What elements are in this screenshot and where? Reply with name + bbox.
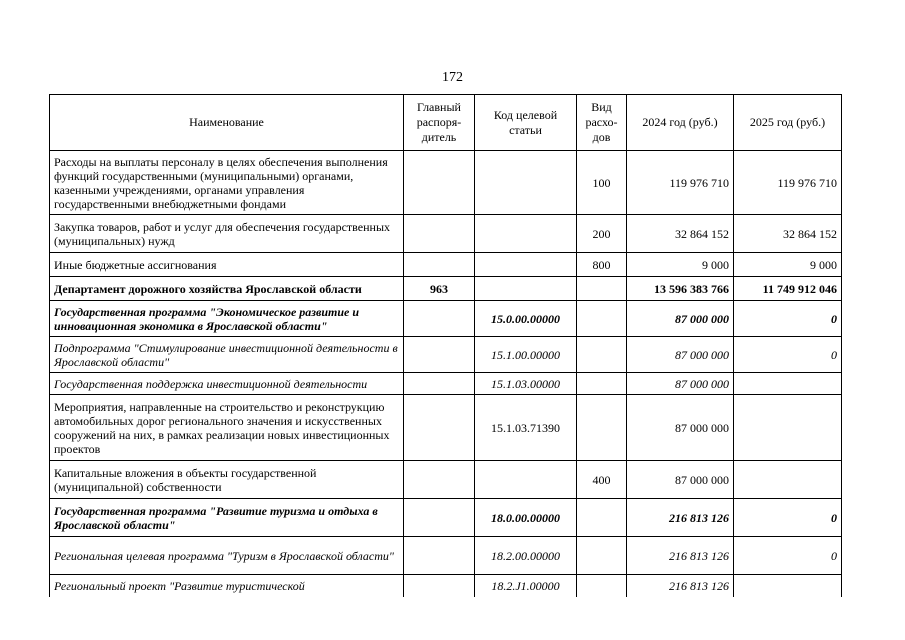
cell-expense-type: 200	[577, 215, 627, 253]
cell-year-2025	[734, 395, 842, 461]
cell-year-2024: 9 000	[627, 253, 734, 277]
cell-name: Государственная программа "Развитие туризма и отдыха в Ярославской области"	[50, 499, 404, 537]
cell-year-2024: 13 596 383 766	[627, 277, 734, 301]
budget-table	[49, 94, 842, 597]
cell-year-2025: 0	[734, 337, 842, 373]
cell-year-2024: 216 813 126	[627, 575, 734, 597]
table-row	[50, 395, 842, 461]
cell-target-code	[475, 277, 577, 301]
header-main-manager: Главный распоря-дитель	[404, 95, 475, 151]
cell-target-code: 18.2.J1.00000	[475, 575, 577, 597]
cell-name: Подпрограмма "Стимулирование инвестиционной деятельности в Ярославской области"	[50, 337, 404, 373]
cell-main-manager	[404, 537, 475, 575]
cell-year-2025: 0	[734, 301, 842, 337]
table-row	[50, 301, 842, 337]
cell-year-2024: 87 000 000	[627, 301, 734, 337]
cell-target-code: 15.0.00.00000	[475, 301, 577, 337]
table-row	[50, 537, 842, 575]
cell-main-manager	[404, 499, 475, 537]
table-row	[50, 461, 842, 499]
table-row	[50, 253, 842, 277]
cell-name: Расходы на выплаты персоналу в целях обеспечения выполнения функций государственными (муниципальными) органами, казенными учреждениями, органами управления государственными внебюджетными фондами	[50, 151, 404, 215]
header-year-2024: 2024 год (руб.)	[627, 95, 734, 151]
cell-year-2024: 87 000 000	[627, 461, 734, 499]
cell-name: Департамент дорожного хозяйства Ярославской области	[50, 277, 404, 301]
cell-target-code: 15.1.03.71390	[475, 395, 577, 461]
cell-year-2024: 87 000 000	[627, 395, 734, 461]
cell-expense-type	[577, 537, 627, 575]
cell-expense-type	[577, 277, 627, 301]
cell-expense-type	[577, 337, 627, 373]
table-row	[50, 215, 842, 253]
cell-expense-type: 100	[577, 151, 627, 215]
cell-target-code	[475, 253, 577, 277]
cell-year-2025: 11 749 912 046	[734, 277, 842, 301]
cell-main-manager	[404, 461, 475, 499]
cell-expense-type	[577, 373, 627, 395]
table-header-row	[50, 95, 842, 151]
cell-main-manager	[404, 337, 475, 373]
header-expense-type: Вид расхо-дов	[577, 95, 627, 151]
cell-year-2024: 32 864 152	[627, 215, 734, 253]
cell-name: Иные бюджетные ассигнования	[50, 253, 404, 277]
cell-main-manager	[404, 373, 475, 395]
cell-main-manager	[404, 253, 475, 277]
cell-target-code: 18.2.00.00000	[475, 537, 577, 575]
cell-target-code	[475, 151, 577, 215]
cell-expense-type	[577, 301, 627, 337]
cell-name: Закупка товаров, работ и услуг для обеспечения государственных (муниципальных) нужд	[50, 215, 404, 253]
cell-expense-type: 800	[577, 253, 627, 277]
cell-year-2025: 0	[734, 499, 842, 537]
cell-year-2025	[734, 575, 842, 597]
cell-name: Региональный проект "Развитие туристической	[50, 575, 404, 597]
cell-year-2025: 119 976 710	[734, 151, 842, 215]
table-row	[50, 337, 842, 373]
cell-name: Капитальные вложения в объекты государственной (муниципальной) собственности	[50, 461, 404, 499]
cell-main-manager	[404, 575, 475, 597]
table-row	[50, 575, 842, 597]
cell-target-code: 15.1.00.00000	[475, 337, 577, 373]
cell-expense-type	[577, 395, 627, 461]
cell-target-code	[475, 461, 577, 499]
cell-expense-type: 400	[577, 461, 627, 499]
header-target-code: Код целевой статьи	[475, 95, 577, 151]
cell-year-2024: 216 813 126	[627, 537, 734, 575]
cell-year-2025: 0	[734, 537, 842, 575]
header-year-2025: 2025 год (руб.)	[734, 95, 842, 151]
table-row	[50, 151, 842, 215]
cell-main-manager	[404, 395, 475, 461]
cell-year-2024: 87 000 000	[627, 337, 734, 373]
header-name: Наименование	[50, 95, 404, 151]
cell-year-2025: 9 000	[734, 253, 842, 277]
cell-target-code: 15.1.03.00000	[475, 373, 577, 395]
cell-name: Региональная целевая программа "Туризм в Ярославской области"	[50, 537, 404, 575]
cell-main-manager	[404, 215, 475, 253]
cell-name: Государственная поддержка инвестиционной деятельности	[50, 373, 404, 395]
cell-year-2024: 216 813 126	[627, 499, 734, 537]
cell-name: Мероприятия, направленные на строительство и реконструкцию автомобильных дорог регионального значения и искусственных сооружений на них, в рамках реализации новых инвестиционных проектов	[50, 395, 404, 461]
table-row	[50, 277, 842, 301]
cell-main-manager	[404, 151, 475, 215]
cell-expense-type	[577, 575, 627, 597]
cell-year-2025	[734, 373, 842, 395]
cell-target-code	[475, 215, 577, 253]
cell-year-2024: 119 976 710	[627, 151, 734, 215]
cell-expense-type	[577, 499, 627, 537]
cell-name: Государственная программа "Экономическое развитие и инновационная экономика в Ярославской области"	[50, 301, 404, 337]
cell-main-manager	[404, 301, 475, 337]
table-row	[50, 373, 842, 395]
table-row	[50, 499, 842, 537]
cell-target-code: 18.0.00.00000	[475, 499, 577, 537]
cell-year-2025: 32 864 152	[734, 215, 842, 253]
cell-year-2025	[734, 461, 842, 499]
cell-main-manager: 963	[404, 277, 475, 301]
page-number: 172	[442, 70, 463, 85]
cell-year-2024: 87 000 000	[627, 373, 734, 395]
